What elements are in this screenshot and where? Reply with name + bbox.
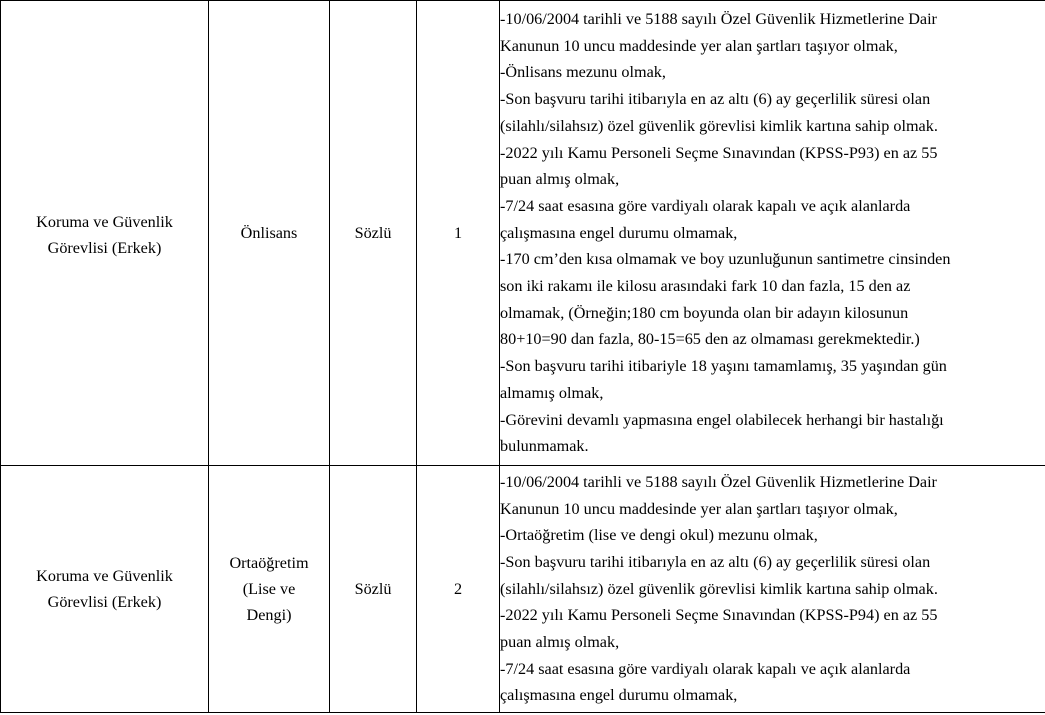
requirement-line: olmamak, (Örneğin;180 cm boyunda olan bir adayın kilosunun [500, 303, 909, 322]
requirement-line: -7/24 saat esasına göre vardiyalı olarak kapalı ve açık alanlarda [500, 196, 911, 215]
requirement-line: -2022 yılı Kamu Personeli Seçme Sınavından (KPSS-P94) en az 55 [500, 606, 938, 625]
requirement-line: -Ortaöğretim (lise ve dengi okul) mezunu olmak, [500, 526, 818, 545]
exam-type: Sözlü [354, 580, 392, 598]
requirement-line: -7/24 saat esasına göre vardiyalı olarak kapalı ve açık alanlarda [500, 659, 911, 678]
requirement-line: -Son başvuru tarihi itibariyle 18 yaşını tamamlamış, 35 yaşından gün [500, 357, 947, 376]
position-count-cell [417, 466, 500, 713]
exam-type-cell [330, 466, 417, 713]
requirement-line: 80+10=90 dan fazla, 80-15=65 den az olmaması gerekmektedir.) [500, 330, 920, 349]
requirement-line: puan almış olmak, [500, 170, 620, 189]
education-cell [209, 1, 330, 466]
table-row [1, 1, 1045, 466]
exam-type-cell [330, 1, 417, 466]
education-line: Dengi) [246, 606, 292, 624]
requirement-line: -10/06/2004 tarihli ve 5188 sayılı Özel Güvenlik Hizmetlerine Dair [500, 10, 937, 29]
position-line: Koruma ve Güvenlik [36, 567, 173, 585]
education-line: Ortaöğretim [229, 554, 309, 572]
requirement-line: -170 cm’den kısa olmamak ve boy uzunluğunun santimetre cinsinden [500, 250, 951, 269]
requirement-line: -Görevini devamlı yapmasına engel olabilecek herhangi bir hastalığı [500, 410, 944, 429]
requirement-line: (silahlı/silahsız) özel güvenlik görevlisi kimlik kartına sahip olmak. [500, 579, 938, 598]
position-line: Koruma ve Güvenlik [36, 212, 173, 231]
education-line: Önlisans [240, 224, 298, 242]
position-count: 1 [453, 224, 463, 242]
requirement-line: çalışmasına engel durumu olmamak, [500, 223, 738, 242]
position-count: 2 [453, 580, 463, 598]
requirement-line: almamış olmak, [500, 383, 604, 402]
requirements-cell [500, 1, 1045, 466]
requirement-line: -Önlisans mezunu olmak, [500, 63, 666, 82]
position-cell [1, 1, 209, 466]
requirement-line: -10/06/2004 tarihli ve 5188 sayılı Özel Güvenlik Hizmetlerine Dair [500, 472, 937, 491]
position-line: Görevlisi (Erkek) [47, 238, 162, 257]
education-line: (Lise ve [242, 580, 296, 598]
exam-type: Sözlü [354, 224, 392, 242]
position-count-cell [417, 1, 500, 466]
requirement-line: çalışmasına engel durumu olmamak, [500, 686, 738, 705]
requirement-line: -Son başvuru tarihi itibarıyla en az altı (6) ay geçerlilik süresi olan [500, 552, 931, 571]
table-row [1, 466, 1045, 713]
requirement-line: (silahlı/silahsız) özel güvenlik görevlisi kimlik kartına sahip olmak. [500, 116, 938, 135]
education-cell [209, 466, 330, 713]
requirement-line: Kanunun 10 uncu maddesinde yer alan şartları taşıyor olmak, [500, 499, 898, 518]
requirement-line: Kanunun 10 uncu maddesinde yer alan şartları taşıyor olmak, [500, 36, 898, 55]
requirement-line: -2022 yılı Kamu Personeli Seçme Sınavından (KPSS-P93) en az 55 [500, 143, 938, 162]
position-cell [1, 466, 209, 713]
requirement-line: -Son başvuru tarihi itibarıyla en az altı (6) ay geçerlilik süresi olan [500, 90, 931, 109]
requirement-line: puan almış olmak, [500, 633, 620, 652]
requirement-line: son iki rakamı ile kilosu arasındaki fark 10 dan fazla, 15 den az [500, 277, 911, 296]
position-line: Görevlisi (Erkek) [47, 593, 162, 611]
requirements-cell [500, 466, 1045, 713]
requirement-line: bulunmamak. [500, 437, 589, 456]
